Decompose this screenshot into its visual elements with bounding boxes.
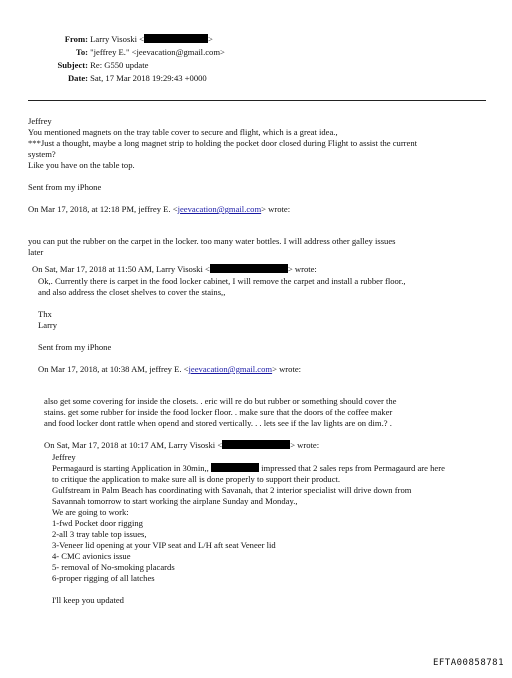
msg5-line: Savannah tomorrow to start working the airplane Sunday and Monday., xyxy=(52,496,298,506)
msg3-thx: Thx xyxy=(38,309,52,319)
quote-post: > wrote: xyxy=(290,440,320,450)
msg1-quote-header xyxy=(28,204,290,215)
redaction-box xyxy=(144,34,208,43)
email-link[interactable]: jeevacation@gmail.com xyxy=(177,204,262,214)
msg4-line: stains. get some rubber for inside the food locker floor. . make sure that the doors of the coffee maker xyxy=(44,407,393,417)
subject-value: Re: G550 update xyxy=(90,60,149,70)
quote-post: > wrote: xyxy=(287,264,317,274)
redaction-box xyxy=(222,440,290,449)
list-item: 5- removal of No-smoking placards xyxy=(52,562,175,572)
msg4-line: also get some covering for inside the closets. . eric will re do but rubber or something should cover the xyxy=(44,396,397,406)
msg5-line: to critique the application to make sure all is done properly to support their product. xyxy=(52,474,341,484)
quote-post: > wrote: xyxy=(272,364,302,374)
msg1-greeting: Jeffrey xyxy=(28,116,52,126)
to-label: To: xyxy=(75,47,88,57)
to-row xyxy=(10,47,225,58)
msg4-line: and food locker dont rattle when opend and stored vertically. . . lets see if the lav lights are on dim.? . xyxy=(44,418,392,428)
subject-row xyxy=(10,60,148,71)
list-item: 3-Veneer lid opening at your VIP seat and L/H aft seat Veneer lid xyxy=(52,540,276,550)
work-list xyxy=(52,518,276,584)
date-row xyxy=(10,73,207,84)
msg2-quote-header xyxy=(32,264,317,275)
msg1-sent-signature: Sent from my iPhone xyxy=(28,182,102,192)
msg5-line: Gulfstream in Palm Beach has coordinating with Savanah, that 2 interior specialist will drive down from xyxy=(52,485,412,495)
date-value: Sat, 17 Mar 2018 19:29:43 +0000 xyxy=(90,73,207,83)
msg1-line: ***Just a thought, maybe a long magnet strip to holding the pocket door closed during Flight to assist the current xyxy=(28,138,418,148)
msg5-line: We are going to work: xyxy=(52,507,129,517)
list-item: 2-all 3 tray table top issues, xyxy=(52,529,147,539)
msg4-quote-header xyxy=(44,440,319,451)
quote-post: > wrote: xyxy=(261,204,291,214)
msg1-line: system? xyxy=(28,149,56,159)
document-id: EFTA00858781 xyxy=(432,658,504,668)
msg3-quote-header xyxy=(38,364,301,375)
msg2-line: later xyxy=(28,247,44,257)
msg5-greeting: Jeffrey xyxy=(52,452,76,462)
list-item: 1-fwd Pocket door rigging xyxy=(52,518,143,528)
list-item: 4- CMC avionics issue xyxy=(52,551,131,561)
list-item: 6-proper rigging of all latches xyxy=(52,573,155,583)
from-label: From: xyxy=(64,34,88,44)
redaction-box xyxy=(210,264,288,273)
quote-pre: On Mar 17, 2018, at 10:38 AM, jeffrey E. < xyxy=(38,364,189,374)
from-value: Larry Visoski < xyxy=(90,34,144,44)
msg3-line: and also address the closet shelves to cover the stains,, xyxy=(38,287,226,297)
from-tail: > xyxy=(207,34,213,44)
from-row xyxy=(10,34,213,45)
to-value: "jeffrey E." <jeevacation@gmail.com> xyxy=(90,47,225,57)
msg5-closing: I'll keep you updated xyxy=(52,595,124,605)
redaction-box xyxy=(211,463,259,472)
subject-label: Subject: xyxy=(57,60,88,70)
msg5-line xyxy=(52,463,445,474)
quote-pre: On Sat, Mar 17, 2018 at 10:17 AM, Larry Visoski < xyxy=(44,440,223,450)
msg1-line: Like you have on the table top. xyxy=(28,160,135,170)
msg3-line: Ok,. Currently there is carpet in the food locker cabinet, I will remove the carpet and install a rubber floor., xyxy=(38,276,406,286)
date-label: Date: xyxy=(67,73,88,83)
quote-pre: On Mar 17, 2018, at 12:18 PM, jeffrey E. < xyxy=(28,204,178,214)
msg1-line: You mentioned magnets on the tray table cover to secure and flight, which is a great idea., xyxy=(28,127,338,137)
msg5-line1b: impressed that 2 sales reps from Permagaurd are here xyxy=(261,463,445,473)
quote-pre: On Sat, Mar 17, 2018 at 11:50 AM, Larry Visoski < xyxy=(32,264,210,274)
msg5-line1a: Permagaurd is starting Application in 30min,, xyxy=(52,463,209,473)
msg3-name: Larry xyxy=(38,320,58,330)
msg3-sent-signature: Sent from my iPhone xyxy=(38,342,112,352)
msg2-line: you can put the rubber on the carpet in the locker. too many water bottles. I will address other galley issues xyxy=(28,236,396,246)
email-link[interactable]: jeevacation@gmail.com xyxy=(188,364,273,374)
header-divider xyxy=(28,100,486,101)
